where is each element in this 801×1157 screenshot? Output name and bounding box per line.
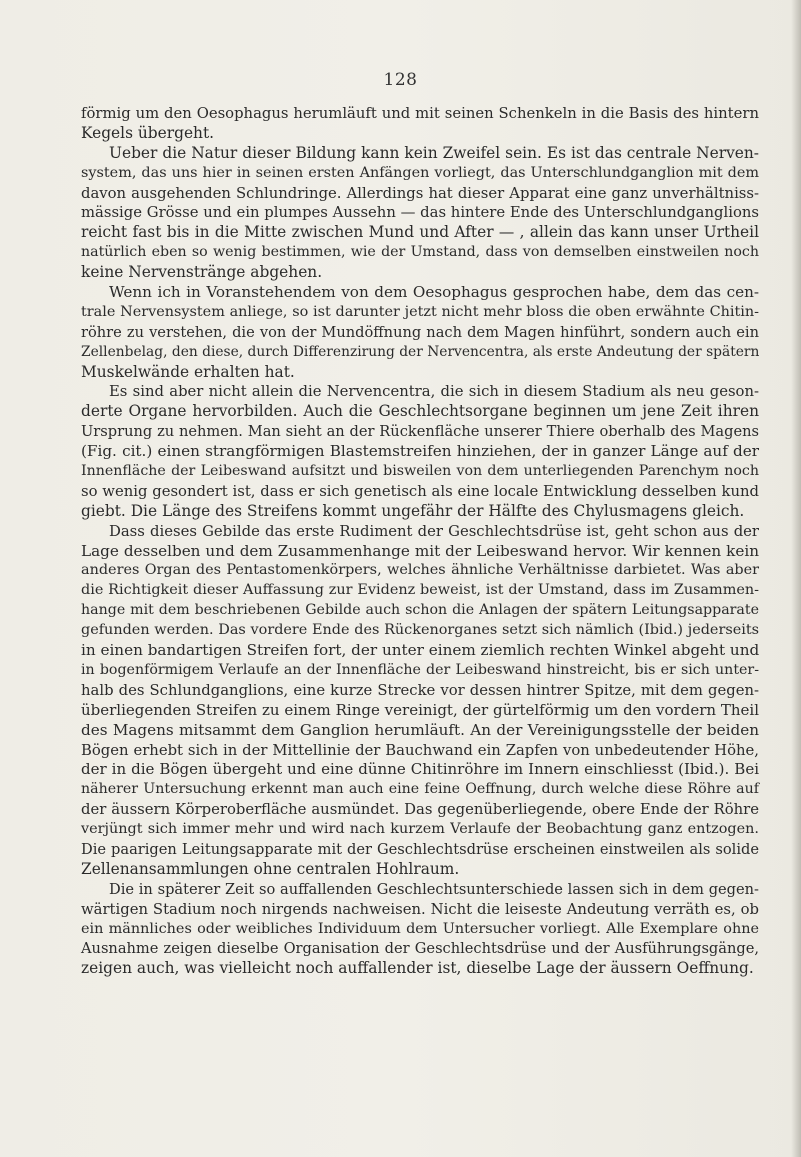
text-line: röhre zu verstehen, die von der Mundöffnung nach dem Magen hinführt, sondern auch ein	[81, 323, 759, 341]
text-line: Muskelwände erhalten hat.	[81, 362, 295, 381]
text-line: Ausnahme zeigen dieselbe Organisation der Geschlechtsdrüse und der Ausführungsgänge,	[81, 940, 759, 958]
text-line: näherer Untersuchung erkennt man auch eine feine Oeffnung, durch welche diese Röhre auf	[81, 781, 759, 798]
text-line: Bögen erhebt sich in der Mittellinie der Bauchwand ein Zapfen von unbedeutender Höhe,	[81, 741, 759, 759]
text-line: förmig um den Oesophagus herumläuft und mit seinen Schenkeln in die Basis des hintern	[81, 105, 759, 122]
text-line: Ursprung zu nehmen. Man sieht an der Rückenfläche unserer Thiere oberhalb des Magens	[81, 423, 759, 441]
text-line: keine Nervenstränge abgehen.	[81, 263, 323, 282]
page-edge-shadow	[791, 0, 801, 1157]
text-line: davon ausgehenden Schlundringe. Allerdings hat dieser Apparat eine ganz unverhältniss-	[81, 184, 759, 202]
text-line: in bogenförmigem Verlaufe an der Innenfläche der Leibeswand hinstreicht, bis er sich unter-	[81, 661, 759, 678]
text-line: mässige Grösse und ein plumpes Aussehn — das hintere Ende des Unterschlundganglions	[81, 204, 759, 222]
text-line: Dass dieses Gebilde das erste Rudiment der Geschlechtsdrüse ist, geht schon aus der	[109, 522, 759, 540]
text-line: derte Organe hervorbilden. Auch die Geschlechtsorgane beginnen um jene Zeit ihren	[81, 402, 759, 421]
text-line: zeigen auch, was vielleicht noch auffallender ist, dieselbe Lage der äussern Oeffnung.	[81, 959, 754, 978]
text-line: so wenig gesondert ist, dass er sich genetisch als eine locale Entwicklung desselben kund	[81, 482, 759, 500]
text-line: system, das uns hier in seinen ersten Anfängen vorliegt, das Unterschlundganglion mit dem	[81, 164, 759, 181]
page-number: 128	[383, 70, 418, 90]
text-line: (Fig. cit.) einen strangförmigen Blastemstreifen hinziehen, der in ganzer Länge auf der	[81, 442, 759, 461]
text-line: reicht fast bis in die Mitte zwischen Mund und After — , allein das kann unser Urtheil	[81, 223, 759, 242]
text-line: gefunden werden. Das vordere Ende des Rückenorganes setzt sich nämlich (Ibid.) jederseits	[81, 622, 759, 639]
body-text	[81, 104, 759, 979]
text-line: die Richtigkeit dieser Auffassung zur Evidenz beweist, ist der Umstand, dass im Zusammen-	[81, 582, 759, 599]
text-line: trale Nervensystem anliege, so ist darunter jetzt nicht mehr bloss die oben erwähnte Chitin-	[81, 303, 759, 320]
text-line: Die in späterer Zeit so auffallenden Geschlechtsunterschiede lassen sich in dem gegen-	[109, 880, 759, 898]
text-line: hange mit dem beschriebenen Gebilde auch schon die Anlagen der spätern Leitungsapparate	[81, 602, 759, 619]
text-line: anderes Organ des Pentastomenkörpers, welches ähnliche Verhältnisse darbietet. Was aber	[81, 562, 759, 579]
text-line: Die paarigen Leitungsapparate mit der Geschlechtsdrüse erscheinen einstweilen als solide	[81, 840, 759, 858]
text-line: halb des Schlundganglions, eine kurze Strecke vor dessen hintrer Spitze, mit dem gegen-	[81, 681, 759, 699]
text-line: der in die Bögen übergeht und eine dünne Chitinröhre im Innern einschliesst (Ibid.). Bei	[81, 760, 759, 779]
text-line: verjüngt sich immer mehr und wird nach kurzem Verlaufe der Beobachtung ganz entzogen.	[81, 821, 759, 838]
text-line: überliegenden Streifen zu einem Ringe vereinigt, der gürtelförmig um den vordern Theil	[81, 700, 759, 719]
text-line: Lage desselben und dem Zusammenhange mit der Leibeswand hervor. Wir kennen kein	[81, 541, 759, 560]
text-line: Zellenansammlungen ohne centralen Hohlraum.	[81, 859, 460, 878]
text-line: ein männliches oder weibliches Individuum dem Untersucher vorliegt. Alle Exemplare ohne	[81, 920, 759, 937]
text-line: der äussern Körperoberfläche ausmündet. Das gegenüberliegende, obere Ende der Röhre	[81, 801, 759, 819]
text-line: Es sind aber nicht allein die Nervencentra, die sich in diesem Stadium als neu geson-	[109, 383, 759, 401]
text-line: natürlich eben so wenig bestimmen, wie der Umstand, dass von demselben einstweilen noch	[81, 244, 759, 261]
text-line: wärtigen Stadium noch nirgends nachweisen. Nicht die leiseste Andeutung verräth es, ob	[81, 900, 759, 918]
text-line: Ueber die Natur dieser Bildung kann kein Zweifel sein. Es ist das centrale Nerven-	[109, 143, 759, 162]
text-line: Wenn ich in Voranstehendem von dem Oesophagus gesprochen habe, dem das cen-	[109, 283, 759, 302]
text-line: Kegels übergeht.	[81, 123, 215, 142]
text-line: Zellenbelag, den diese, durch Differenzirung der Nervencentra, als erste Andeutung der spätern	[81, 343, 760, 360]
text-line: giebt. Die Länge des Streifens kommt ungefähr der Hälfte des Chylusmagens gleich.	[81, 501, 745, 520]
text-line: in einen bandartigen Streifen fort, der unter einem ziemlich rechten Winkel abgeht und	[81, 641, 760, 660]
text-line: Innenfläche der Leibeswand aufsitzt und bisweilen von dem unterliegenden Parenchym noch	[81, 463, 759, 480]
text-line: des Magens mitsammt dem Ganglion herumläuft. An der Vereinigungsstelle der beiden	[81, 720, 759, 739]
